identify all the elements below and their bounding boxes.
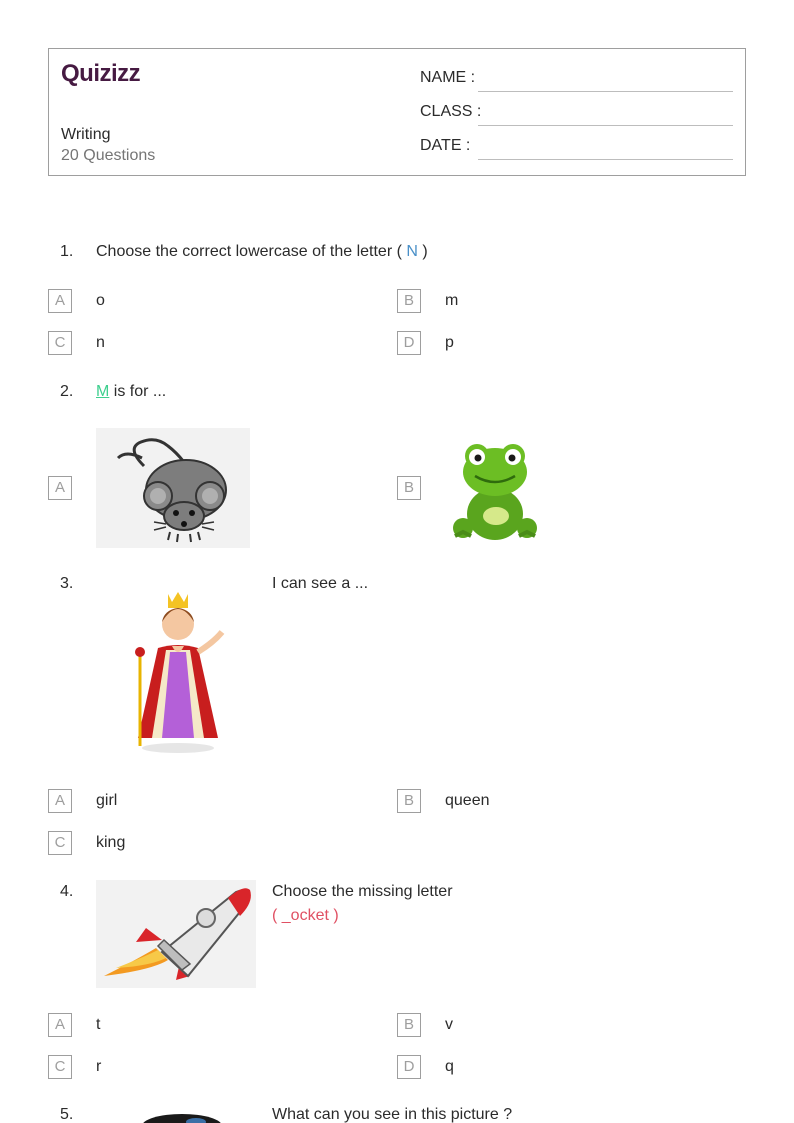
option-c-text[interactable]: king [96,834,126,851]
question-number: 1. [60,243,74,260]
option-a-box[interactable]: A [48,789,72,813]
option-b-box[interactable]: B [397,289,421,313]
question-text: I can see a ... [272,575,369,592]
date-field[interactable] [420,137,477,155]
option-a-box[interactable]: A [48,1013,72,1037]
option-b-box[interactable]: B [397,789,421,813]
worksheet-title: Writing [61,126,111,143]
name-field[interactable] [420,69,477,87]
date-label: DATE : [420,137,471,154]
rocket-image [96,880,256,988]
frog-image[interactable] [445,436,545,546]
question-text: M is for ... [96,383,167,400]
class-line [478,125,733,126]
queen-image [126,588,232,754]
question-text: Choose the missing letter [272,883,453,900]
date-line [478,159,733,160]
name-line [478,91,733,92]
question-number: 3. [60,575,74,592]
option-d-box[interactable]: D [397,331,421,355]
option-a-text[interactable]: t [96,1016,101,1033]
highlight-letter: N [406,243,418,260]
option-b-text[interactable]: m [445,292,459,309]
option-c-text[interactable]: n [96,334,105,351]
option-a-text[interactable]: o [96,292,105,309]
option-c-box[interactable]: C [48,831,72,855]
svg-text:Quizizz: Quizizz [61,60,141,87]
option-c-box[interactable]: C [48,331,72,355]
option-b-box[interactable]: B [397,476,421,500]
option-d-text[interactable]: p [445,334,454,351]
highlight-letter: M [96,383,110,400]
option-b-text[interactable]: v [445,1016,453,1033]
option-a-box[interactable]: A [48,289,72,313]
question-number: 2. [60,383,74,400]
mouse-image[interactable] [96,428,250,548]
question-text: Choose the correct lowercase of the letter ( N ) [96,243,428,260]
option-b-text[interactable]: queen [445,792,490,809]
question-hint: ( _ocket ) [272,907,339,924]
option-a-box[interactable]: A [48,476,72,500]
worksheet-header [48,48,746,176]
option-c-box[interactable]: C [48,1055,72,1079]
question-number: 5. [60,1106,74,1123]
question-image [130,1112,230,1123]
class-label: CLASS : [420,103,482,120]
name-label: NAME : [420,69,476,86]
question-text: What can you see in this picture ? [272,1106,513,1123]
question-number: 4. [60,883,74,900]
worksheet-question-count: 20 Questions [61,147,156,164]
quizizz-logo [61,59,153,92]
option-b-box[interactable]: B [397,1013,421,1037]
option-a-text[interactable]: girl [96,792,118,809]
option-c-text[interactable]: r [96,1058,102,1075]
class-field[interactable] [420,103,482,121]
option-d-box[interactable]: D [397,1055,421,1079]
option-d-text[interactable]: q [445,1058,454,1075]
